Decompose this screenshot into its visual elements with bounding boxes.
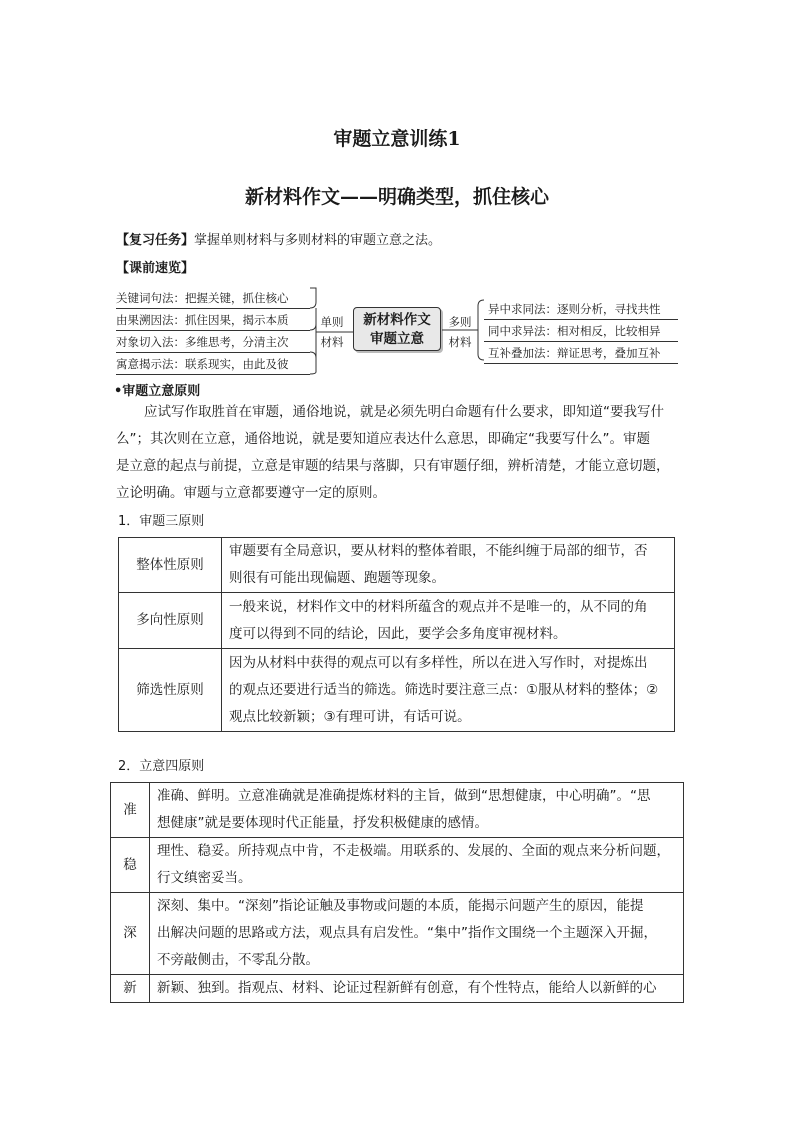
- table-row: [119, 593, 675, 649]
- principle-name: 新: [111, 975, 150, 1003]
- principle-desc: [222, 538, 675, 593]
- intro-line: 是立意的起点与前提，立意是审题的结果与落脚，只有审题仔细，辨析清楚，才能立意切题，: [116, 458, 670, 474]
- review-task-label: 【复习任务】: [116, 233, 195, 248]
- table-row: [119, 538, 675, 593]
- desc-line: 想健康”就是要体现时代正能量，抒发积极健康的感情。: [157, 815, 488, 831]
- left-bracket: [300, 286, 360, 378]
- desc-line: 不旁敲侧击，不零乱分散。: [157, 952, 319, 968]
- intent-principles-table: [110, 782, 684, 1003]
- mindmap-right-item: 异中求同法：逐则分析，寻找共性: [488, 302, 661, 316]
- principle-name: 筛选性原则: [119, 649, 222, 732]
- desc-line: 观点比较新颖；③有理可讲，有话可说。: [229, 708, 471, 725]
- principle-desc: [150, 975, 684, 1003]
- intro-line: 么”；其次则在立意，通俗地说，就是要知道应表达什么意思，即确定“我要写什么”。审题: [116, 431, 650, 447]
- principle-desc: [150, 838, 684, 893]
- divider: [484, 341, 678, 342]
- desc-line: 因为从材料中获得的观点可以有多样性，所以在进入写作时，对提炼出: [229, 654, 648, 671]
- mindmap-left-item: 关键词句法：把握关键，抓住核心: [116, 291, 289, 305]
- desc-line: 准确、鲜明。立意准确就是准确提炼材料的主旨，做到“思想健康，中心明确”。“思: [157, 788, 651, 804]
- mindmap-left-item: 对象切入法：多维思考，分清主次: [116, 335, 289, 349]
- center-line-2: 审题立意: [370, 331, 424, 347]
- section2-heading: 2．立意四原则: [118, 759, 205, 774]
- desc-line: 审题要有全局意识，要从材料的整体着眼，不能纠缠于局部的细节，否: [229, 543, 648, 559]
- desc-line: 理性、稳妥。所持观点中肯，不走极端。用联系的、发展的、全面的观点来分析问题，: [157, 843, 670, 859]
- left-label-2: 材料: [320, 335, 344, 349]
- intro-line: 应试写作取胜首在审题，通俗地说，就是必须先明白命题有什么要求，即知道“要我写什: [144, 404, 664, 420]
- left-label-1: 单则: [320, 315, 344, 329]
- principle-name: 准: [111, 783, 150, 838]
- divider: [116, 352, 310, 353]
- mindmap-right-item: 互补叠加法：辩证思考，叠加互补: [488, 346, 661, 360]
- principle-name: 稳: [111, 838, 150, 893]
- mindmap-left-item: 由果溯因法：抓住因果，揭示本质: [116, 313, 289, 327]
- principle-desc: [222, 593, 675, 649]
- table-row: [111, 893, 684, 975]
- principle-desc: [222, 649, 675, 732]
- principle-name: 多向性原则: [119, 593, 222, 649]
- right-bracket: [440, 294, 490, 366]
- center-line-1: 新材料作文: [363, 312, 431, 328]
- principle-desc: [150, 783, 684, 838]
- desc-line: 新颖、独到。指观点、材料、论证过程新鲜有创意，有个性特点，能给人以新鲜的心: [157, 980, 657, 996]
- intro-paragraph: [116, 399, 682, 507]
- section1-heading: 1．审题三原则: [118, 514, 205, 529]
- page-title: 审题立意训练1: [333, 128, 461, 150]
- mindmap-left-item: 寓意揭示法：联系现实，由此及彼: [116, 357, 289, 371]
- divider: [116, 330, 310, 331]
- desc-line: 则很有可能出现偏题、跑题等现象。: [229, 570, 445, 586]
- desc-line: 行文缜密妥当。: [157, 870, 252, 886]
- principles-heading: •审题立意原则: [114, 384, 201, 399]
- right-label-1: 多则: [448, 315, 472, 329]
- review-task-text: 掌握单则材料与多则材料的审题立意之法。: [194, 233, 442, 248]
- desc-line: 出解决问题的思路或方法，观点具有启发性。“集中”指作文围绕一个主题深入开掘，: [157, 925, 657, 941]
- divider: [484, 363, 678, 364]
- desc-line: 度可以得到不同的结论，因此，要学会多角度审视材料。: [229, 625, 567, 642]
- right-label-2: 材料: [448, 335, 472, 349]
- table-row: [119, 649, 675, 732]
- table-row: [111, 975, 684, 1003]
- preview-label: 【课前速览】: [116, 261, 195, 276]
- divider: [116, 374, 310, 375]
- review-principles-table: [118, 537, 675, 732]
- mindmap-right-item: 同中求异法：相对相反，比较相异: [488, 324, 661, 338]
- desc-line: 深刻、集中。“深刻”指论证触及事物或问题的本质，能揭示问题产生的原因，能提: [157, 898, 644, 914]
- desc-line: 的观点还要进行适当的筛选。筛选时要注意三点：①服从材料的整体；②: [229, 681, 659, 698]
- desc-line: 一般来说，材料作文中的材料所蕴含的观点并不是唯一的，从不同的角: [229, 598, 648, 615]
- page-subtitle: 新材料作文——明确类型，抓住核心: [244, 186, 549, 208]
- principle-desc: [150, 893, 684, 975]
- divider: [484, 319, 678, 320]
- principle-name: 深: [111, 893, 150, 975]
- review-task: [116, 232, 441, 250]
- principle-name: 整体性原则: [119, 538, 222, 593]
- divider: [116, 308, 310, 309]
- table-row: [111, 838, 684, 893]
- table-row: [111, 783, 684, 838]
- intro-line: 立论明确。审题与立意都要遵守一定的原则。: [116, 485, 386, 501]
- mindmap-center: [353, 307, 441, 351]
